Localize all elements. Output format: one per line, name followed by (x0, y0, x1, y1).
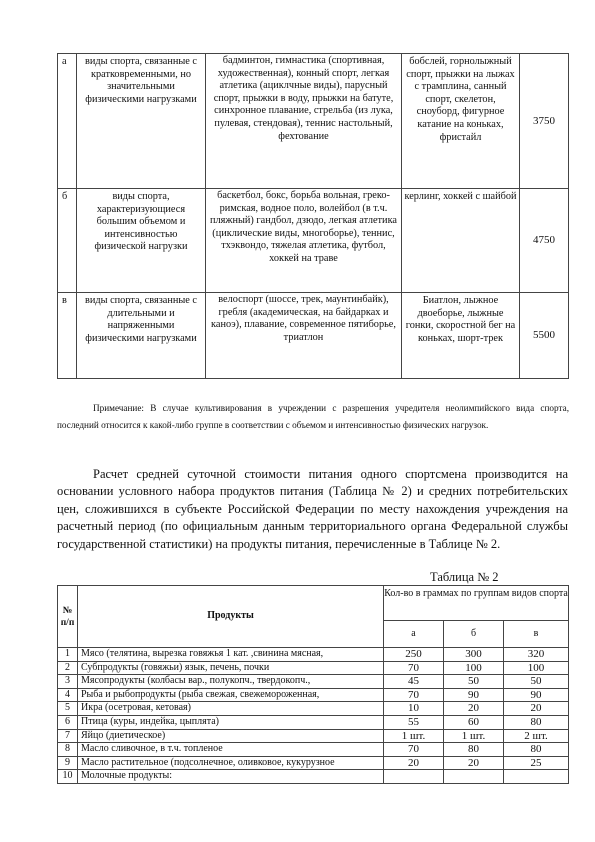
group-description: виды спорта, характеризующиеся большим объемом и интенсивностью физической нагрузки (77, 189, 206, 293)
qty-group-a: 70 (384, 661, 444, 675)
row-number: 10 (58, 770, 78, 784)
product-name: Мясо (телятина, вырезка говяжья 1 кат. ,свинина мясная, (78, 648, 384, 662)
qty-group-b: 50 (444, 675, 504, 689)
product-name: Икра (осетровая, кетовая) (78, 702, 384, 716)
row-number: 2 (58, 661, 78, 675)
sports-groups-table (57, 53, 569, 379)
product-name: Молочные продукты: (78, 770, 384, 784)
product-name: Яйцо (диетическое) (78, 729, 384, 743)
winter-sports: Биатлон, лыжное двоеборье, лыжные гонки, скоростной бег на коньках, шорт-трек (402, 293, 520, 379)
table-row (58, 189, 569, 293)
column-header-group-a: а (384, 621, 444, 648)
qty-group-b: 100 (444, 661, 504, 675)
winter-sports: керлинг, хоккей с шайбой (402, 189, 520, 293)
qty-group-a: 45 (384, 675, 444, 689)
amount: 3750 (520, 54, 569, 189)
qty-group-c: 100 (504, 661, 569, 675)
product-name: Масло растительное (подсолнечное, оливковое, кукурузное (78, 756, 384, 770)
qty-group-a: 70 (384, 743, 444, 757)
row-number: 3 (58, 675, 78, 689)
product-name: Масло сливочное, в т.ч. топленое (78, 743, 384, 757)
qty-group-b: 80 (444, 743, 504, 757)
qty-group-c: 25 (504, 756, 569, 770)
table-row (58, 729, 569, 743)
table-row (58, 702, 569, 716)
qty-group-a: 20 (384, 756, 444, 770)
column-header-group-b: б (444, 621, 504, 648)
table-row (58, 688, 569, 702)
qty-group-b: 20 (444, 756, 504, 770)
qty-group-c: 90 (504, 688, 569, 702)
row-number: 6 (58, 715, 78, 729)
column-header-quantity: Кол-во в граммах по группам видов спорта (384, 586, 569, 621)
qty-group-c: 80 (504, 715, 569, 729)
table-row (58, 770, 569, 784)
table-note: Примечание: В случае культивирования в учреждении с разрешения учредителя неолимпийского вида спорта, последний относится к какой-либо группе в соответствии с объемом и интенсивностью физических нагрузок. (57, 403, 569, 430)
qty-group-c: 50 (504, 675, 569, 689)
qty-group-c: 320 (504, 648, 569, 662)
row-number: 9 (58, 756, 78, 770)
product-name: Птица (куры, индейка, цыплята) (78, 715, 384, 729)
group-description: виды спорта, связанные с кратковременными, но значительными физическими нагрузками (77, 54, 206, 189)
table-row (58, 54, 569, 189)
qty-group-c: 80 (504, 743, 569, 757)
group-letter: б (58, 189, 77, 293)
row-number: 8 (58, 743, 78, 757)
table-row (58, 648, 569, 662)
summer-sports: бадминтон, гимнастика (спортивная, художественная), конный спорт, легкая атлетика (ациклчные виды), парусный спорт, прыжки в воду, прыжки на батуте, синхронное плавание, стрельба (из лука, пулевая, стендовая), теннис настольный, фехтование (206, 54, 402, 189)
row-number: 5 (58, 702, 78, 716)
row-number: 7 (58, 729, 78, 743)
table-row (58, 743, 569, 757)
amount: 5500 (520, 293, 569, 379)
column-header-number: № п/п (58, 586, 78, 648)
body-paragraph: Расчет средней суточной стоимости питания одного спортсмена производится на основании условного набора продуктов питания (Таблица № 2) и средних потребительских цен, сложившихся в субъекте Российской Федерации по месту нахождения учреждения на расчетный период (по официальным данным территориального органа Федеральной службы государственной статистики) на продукты питания, перечисленные в Таблице № 2. (57, 467, 568, 551)
qty-group-a: 10 (384, 702, 444, 716)
qty-group-a: 70 (384, 688, 444, 702)
column-header-group-c: в (504, 621, 569, 648)
table-row (58, 661, 569, 675)
row-number: 4 (58, 688, 78, 702)
qty-group-c (504, 770, 569, 784)
qty-group-b (444, 770, 504, 784)
table-row (58, 675, 569, 689)
qty-group-c: 20 (504, 702, 569, 716)
qty-group-b: 300 (444, 648, 504, 662)
table-row (58, 715, 569, 729)
winter-sports: бобслей, горнолыжный спорт, прыжки на лыжах с трамплина, санный спорт, скелетон, сноуборд, фигурное катание на коньках, фристайл (402, 54, 520, 189)
products-table (57, 585, 569, 784)
product-name: Мясопродукты (колбасы вар., полукопч., твердокопч., (78, 675, 384, 689)
product-name: Рыба и рыбопродукты (рыба свежая, свежемороженная, (78, 688, 384, 702)
table-row (58, 756, 569, 770)
column-header-products: Продукты (78, 586, 384, 648)
table-caption: Таблица № 2 (430, 570, 499, 584)
qty-group-b: 1 шт. (444, 729, 504, 743)
qty-group-a: 55 (384, 715, 444, 729)
summer-sports: баскетбол, бокс, борьба вольная, греко-римская, водное поло, волейбол (в т.ч. пляжный) гандбол, дзюдо, легкая атлетика (циклические виды, многоборье), теннис, тхэквондо, тяжелая атлетика, футбол, хоккей на траве (206, 189, 402, 293)
product-name: Субпродукты (говяжьи) язык, печень, почки (78, 661, 384, 675)
group-letter: а (58, 54, 77, 189)
qty-group-b: 90 (444, 688, 504, 702)
qty-group-c: 2 шт. (504, 729, 569, 743)
qty-group-a (384, 770, 444, 784)
summer-sports: велоспорт (шоссе, трек, маунтинбайк), гребля (академическая, на байдарках и каноэ), плавание, современное пятиборье, триатлон (206, 293, 402, 379)
amount: 4750 (520, 189, 569, 293)
row-number: 1 (58, 648, 78, 662)
group-letter: в (58, 293, 77, 379)
qty-group-a: 250 (384, 648, 444, 662)
qty-group-b: 20 (444, 702, 504, 716)
qty-group-a: 1 шт. (384, 729, 444, 743)
qty-group-b: 60 (444, 715, 504, 729)
table-row (58, 293, 569, 379)
group-description: виды спорта, связанные с длительными и напряженными физическими нагрузками (77, 293, 206, 379)
